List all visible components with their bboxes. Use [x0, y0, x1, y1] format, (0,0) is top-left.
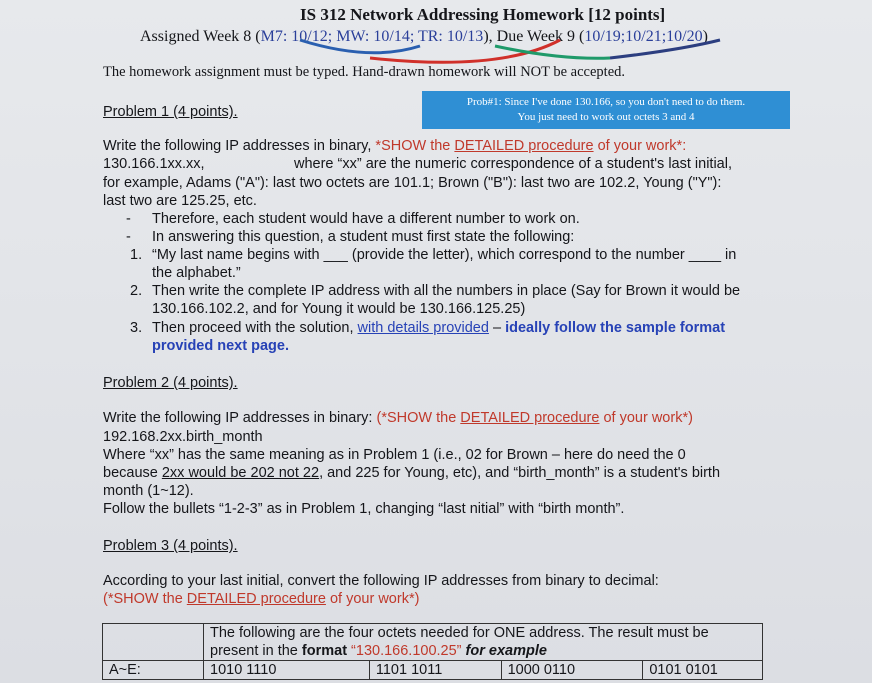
- octet-cell: 1101 1011: [369, 661, 501, 680]
- octet-cell: 0101 0101: [643, 661, 763, 680]
- page-title: IS 312 Network Addressing Homework [12 points]: [300, 5, 666, 24]
- octet-cell: 1000 0110: [501, 661, 643, 680]
- octet-cell: 1010 1110: [204, 661, 370, 680]
- problem2-explain-2: because 2xx would be 202 not 22, and 225 for Young, etc), and “birth_month” is a student's birth: [103, 465, 721, 481]
- problem2-heading: Problem 2 (4 points).: [103, 375, 238, 391]
- problem1-ip-note: where “xx” are the numeric correspondence of a student's last initial,: [294, 156, 732, 172]
- problem1-bullet-2: In answering this question, a student must first state the following:: [152, 229, 575, 245]
- problem2-intro: Write the following IP addresses in binary: (*SHOW the DETAILED procedure of your work*): [103, 410, 693, 426]
- problem2-explain-3: month (1~12).: [103, 483, 194, 499]
- table-header-cell: The following are the four octets needed for ONE address. The result must be present in the format “130.166.100.25” for example: [204, 624, 763, 661]
- problem1-bullet-1: Therefore, each student would have a different number to work on.: [152, 211, 580, 227]
- problem1-ip: 130.166.1xx.xx,: [103, 156, 205, 172]
- octets-table: [102, 623, 763, 680]
- problem2-explain: Where “xx” has the same meaning as in Problem 1 (i.e., 02 for Brown – here do need the 0: [103, 447, 686, 463]
- problem1-example-end: last two are 125.25, etc.: [103, 193, 257, 209]
- problem1-example: for example, Adams ("A"): last two octets are 101.1; Brown ("B"): last two are 102.2, Young ("Y"):: [103, 175, 722, 191]
- problem1-intro: Write the following IP addresses in binary, *SHOW the DETAILED procedure of your work*:: [103, 138, 687, 154]
- problem2-follow: Follow the bullets “1-2-3” as in Problem 1, changing “last nitial” with “birth month”.: [103, 501, 625, 517]
- assignment-dates: Assigned Week 8 (M7: 10/12; MW: 10/14; TR: 10/13), Due Week 9 (10/19;10/21;10/20): [140, 28, 708, 45]
- table-header-row: [103, 624, 763, 661]
- table-row: [103, 661, 763, 680]
- dark-arc: [610, 40, 720, 58]
- problem1-step-3: Then proceed with the solution, with details provided – ideally follow the sample format: [152, 320, 726, 336]
- problem3-intro-2: (*SHOW the DETAILED procedure of your work*): [103, 591, 420, 607]
- blue-arc: [300, 40, 420, 53]
- problem1-step-1-cont: the alphabet.”: [152, 265, 241, 281]
- instructor-callout: Prob#1: Since I've done 130.166, so you don't need to do them. You just need to work out octets 3 and 4: [422, 91, 790, 129]
- problem2-ip: 192.168.2xx.birth_month: [103, 429, 263, 445]
- typing-notice: The homework assignment must be typed. Hand-drawn homework will NOT be accepted.: [103, 64, 625, 80]
- problem1-step-2: Then write the complete IP address with all the numbers in place (Say for Brown it would be: [152, 283, 741, 299]
- problem3-intro: According to your last initial, convert the following IP addresses from binary to decimal:: [103, 573, 659, 589]
- handdrawn-annotation-arcs: [0, 0, 872, 70]
- problem1-heading: Problem 1 (4 points).: [103, 104, 238, 120]
- row-label: A~E:: [103, 661, 204, 680]
- problem1-step-2-cont: 130.166.102.2, and for Young it would be 130.166.125.25): [152, 301, 526, 317]
- problem3-heading: Problem 3 (4 points).: [103, 538, 238, 554]
- problem1-step-3-cont: provided next page.: [152, 338, 289, 354]
- problem1-step-1: “My last name begins with ___ (provide the letter), which correspond to the number ____ in: [152, 247, 737, 263]
